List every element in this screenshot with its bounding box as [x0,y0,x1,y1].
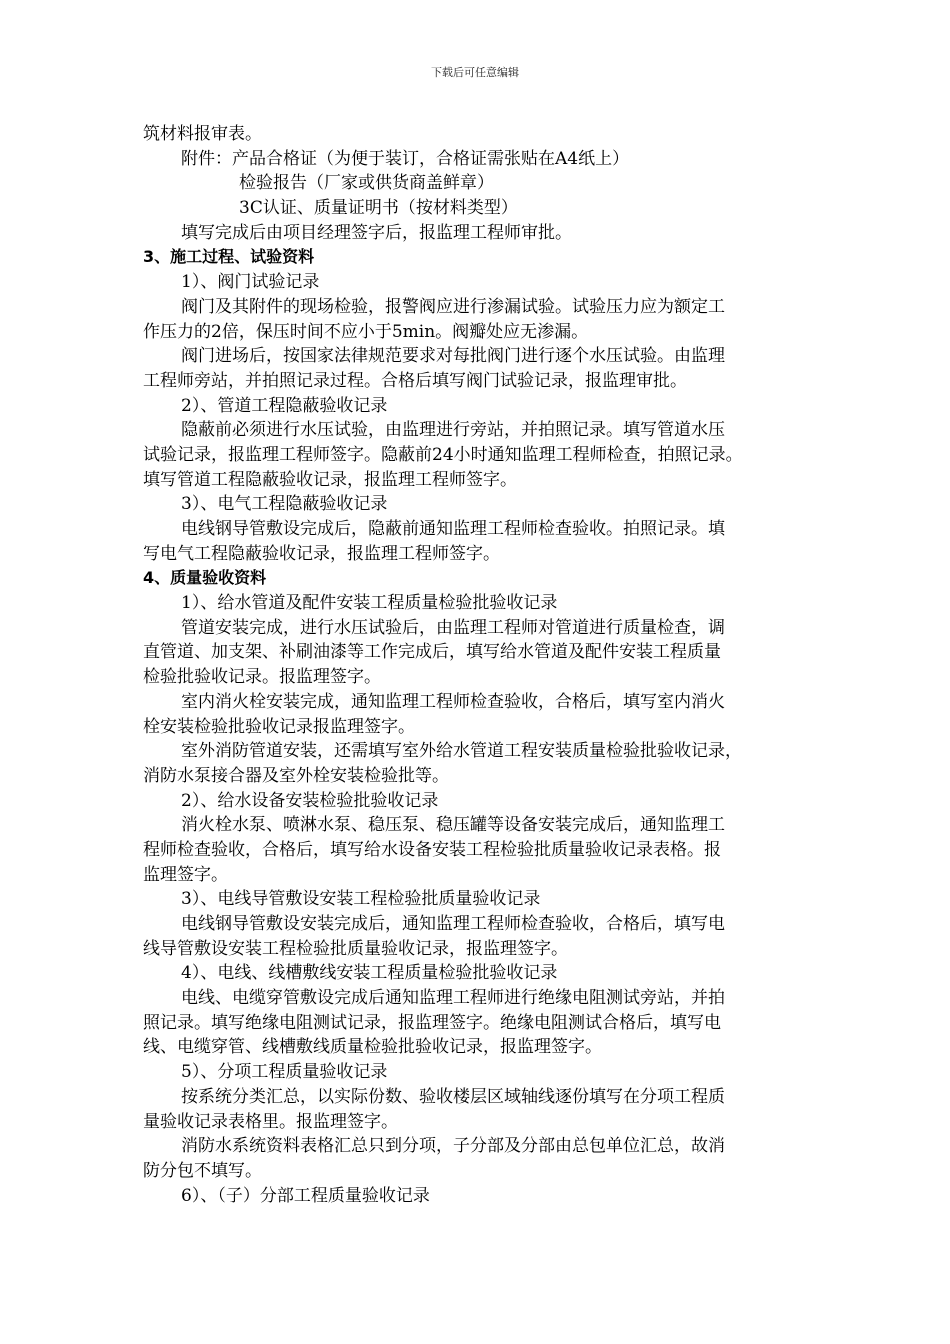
text-line: 工程师旁站，并拍照记录过程。合格后填写阀门试验记录，报监理审批。 [143,370,687,391]
text-line: 电线钢导管敷设安装完成后，通知监理工程师检查验收，合格后，填写电 [181,914,725,934]
text-line: 2）、管道工程隐蔽验收记录 [181,395,388,416]
text-line: 1）、阀门试验记录 [181,272,320,293]
text-line: 线、电缆穿管、线槽敷线质量检验批验收记录，报监理签字。 [143,1037,602,1058]
page-header: 下载后可任意编辑 [431,66,519,79]
text-line: 2）、给水设备安装检验批验收记录 [181,790,439,811]
text-line: 试验记录，报监理工程师签字。隐蔽前24小时通知监理工程师检查，拍照记录。 [143,444,743,465]
text-line: 线导管敷设安装工程检验批质量验收记录，报监理签字。 [143,938,568,959]
section-heading: 3、施工过程、试验资料 [143,247,315,267]
text-line: 1）、给水管道及配件安装工程质量检验批验收记录 [181,593,558,614]
text-line: 消防水泵接合器及室外栓安装检验批等。 [143,765,449,786]
text-line: 阀门及其附件的现场检验，报警阀应进行渗漏试验。试验压力应为额定工 [181,296,725,317]
text-line: 消火栓水泵、喷淋水泵、稳压泵、稳压罐等设备安装完成后，通知监理工 [181,815,725,836]
text-line: 检验报告（厂家或供货商盖鲜章） [239,173,494,194]
text-line: 直管道、加支架、补刷油漆等工作完成后，填写给水管道及配件安装工程质量 [143,642,721,663]
text-line: 3）、电线导管敷设安装工程检验批质量验收记录 [181,889,541,910]
text-line: 3）、电气工程隐蔽验收记录 [181,494,388,515]
text-line: 筑材料报审表。 [143,124,262,144]
text-line: 3C认证、质量证明书（按材料类型） [239,198,518,219]
text-line: 6）、（子）分部工程质量验收记录 [181,1185,430,1206]
text-line: 量验收记录表格里。报监理签字。 [143,1111,398,1132]
text-line: 电线钢导管敷设完成后，隐蔽前通知监理工程师检查验收。拍照记录。填 [181,519,725,539]
text-line: 防分包不填写。 [143,1160,262,1181]
text-line: 阀门进场后，按国家法律规范要求对每批阀门进行逐个水压试验。由监理 [181,346,725,367]
text-line: 写电气工程隐蔽验收记录，报监理工程师签字。 [143,543,500,564]
text-line: 管道安装完成，进行水压试验后，由监理工程师对管道进行质量检查，调 [181,617,725,638]
section-heading: 4、质量验收资料 [143,568,267,588]
text-line: 消防水系统资料表格汇总只到分项，子分部及分部由总包单位汇总，故消 [181,1136,725,1157]
document-body [143,122,808,1208]
text-line: 室内消火栓安装完成，通知监理工程师检查验收，合格后，填写室内消火 [181,691,725,712]
text-line: 电线、电缆穿管敷设完成后通知监理工程师进行绝缘电阻测试旁站，并拍 [181,988,725,1009]
text-line: 按系统分类汇总，以实际份数、验收楼层区域轴线逐份填写在分项工程质 [181,1086,725,1107]
text-line: 检验批验收记录。报监理签字。 [143,667,381,688]
text-line: 填写管道工程隐蔽验收记录，报监理工程师签字。 [143,469,517,490]
text-line: 作压力的2倍，保压时间不应小于5min。阀瓣处应无渗漏。 [143,321,589,342]
text-line: 栓安装检验批验收记录报监理签字。 [143,716,415,737]
text-line: 室外消防管道安装，还需填写室外给水管道工程安装质量检验批验收记录， [181,741,742,762]
text-line: 程师检查验收，合格后，填写给水设备安装工程检验批质量验收记录表格。报 [143,839,721,860]
text-line: 照记录。填写绝缘电阻测试记录，报监理签字。绝缘电阻测试合格后，填写电 [143,1012,721,1033]
text-line: 4）、电线、线槽敷线安装工程质量检验批验收记录 [181,963,558,984]
text-line: 附件：产品合格证（为便于装订，合格证需张贴在A4纸上） [181,148,630,169]
text-line: 隐蔽前必须进行水压试验，由监理进行旁站，并拍照记录。填写管道水压 [181,420,725,441]
text-line: 监理签字。 [143,864,228,885]
text-line: 填写完成后由项目经理签字后，报监理工程师审批。 [181,222,572,243]
text-line: 5）、分项工程质量验收记录 [181,1062,388,1083]
